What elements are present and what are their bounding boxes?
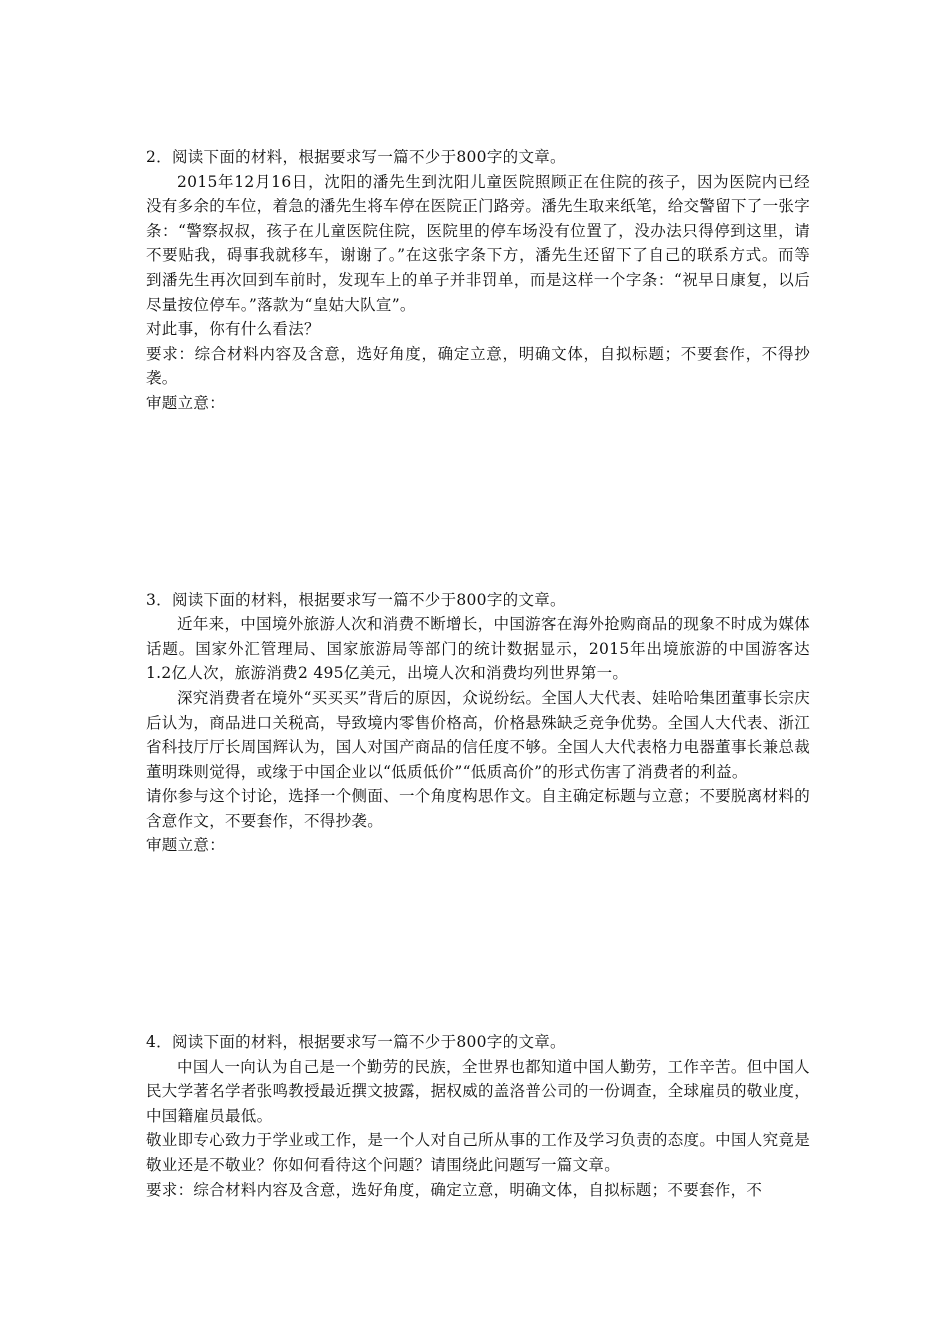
question-prompt: 请你参与这个讨论，选择一个侧面、一个角度构思作文。自主确定标题与立意；不要脱离材料的含意作文，不要套作，不得抄袭。 [146, 787, 810, 830]
document-page [146, 145, 810, 1202]
question-heading: 2．阅读下面的材料，根据要求写一篇不少于800字的文章。 [146, 148, 566, 166]
material-paragraph: 2015年12月16日，沈阳的潘先生到沈阳儿童医院照顾正在住院的孩子，因为医院内已经没有多余的车位，着急的潘先生将车停在医院正门路旁。潘先生取来纸笔，给交警留下了一张字条：“警察叔叔，孩子在儿童医院住院，医院里的停车场没有位置了，没办法只得停到这里，请不要贴我，碍事我就移车，谢谢了。”在这张字条下方，潘先生还留下了自己的联系方式。而等到潘先生再次回到车前时，发现车上的单子并非罚单，而是这样一个字条：“祝早日康复，以后尽量按位停车。”落款为“皇姑大队宣”。 [146, 172, 810, 314]
analysis-label: 审题立意： [146, 836, 226, 855]
material-paragraph: 中国人一向认为自己是一个勤劳的民族，全世界也都知道中国人勤劳，工作辛苦。但中国人民大学著名学者张鸣教授最近撰文披露，据权威的盖洛普公司的一份调查，全球雇员的敬业度，中国籍雇员最低。 [146, 1057, 810, 1125]
material-paragraph: 深究消费者在境外“买买买”背后的原因，众说纷纭。全国人大代表、娃哈哈集团董事长宗庆后认为，商品进口关税高，导致境内零售价格高，价格悬殊缺乏竞争优势。全国人大代表、浙江省科技厅厅长周国辉认为，国人对国产商品的信任度不够。全国人大代表格力电器董事长兼总裁董明珠则觉得，或缘于中国企业以“低质低价”“低质高价”的形式伤害了消费者的利益。 [146, 688, 810, 781]
question-heading: 4．阅读下面的材料，根据要求写一篇不少于800字的文章。 [146, 1033, 566, 1052]
material-paragraph: 近年来，中国境外旅游人次和消费不断增长，中国游客在海外抢购商品的现象不时成为媒体话题。国家外汇管理局、国家旅游局等部门的统计数据显示，2015年出境旅游的中国游客达1.2亿人次，旅游消费2 495亿美元，出境人次和消费均列世界第一。 [146, 615, 810, 683]
question-4 [146, 1030, 810, 1202]
question-2 [146, 145, 810, 416]
question-prompt: 敬业即专心致力于学业或工作，是一个人对自己所从事的工作及学习负责的态度。中国人究竟是敬业还是不敬业？你如何看待这个问题？请围绕此问题写一篇文章。 [146, 1131, 810, 1175]
question-heading: 3．阅读下面的材料，根据要求写一篇不少于800字的文章。 [146, 590, 566, 609]
question-prompt: 对此事，你有什么看法？ [146, 320, 320, 339]
question-requirement: 要求：综合材料内容及含意，选好角度，确定立意，明确文体，自拟标题；不要套作，不 [146, 1180, 763, 1199]
question-3 [146, 588, 810, 859]
analysis-label: 审题立意： [146, 393, 226, 412]
question-requirement: 要求：综合材料内容及含意，选好角度，确定立意，明确文体，自拟标题；不要套作，不得抄袭。 [146, 344, 810, 388]
